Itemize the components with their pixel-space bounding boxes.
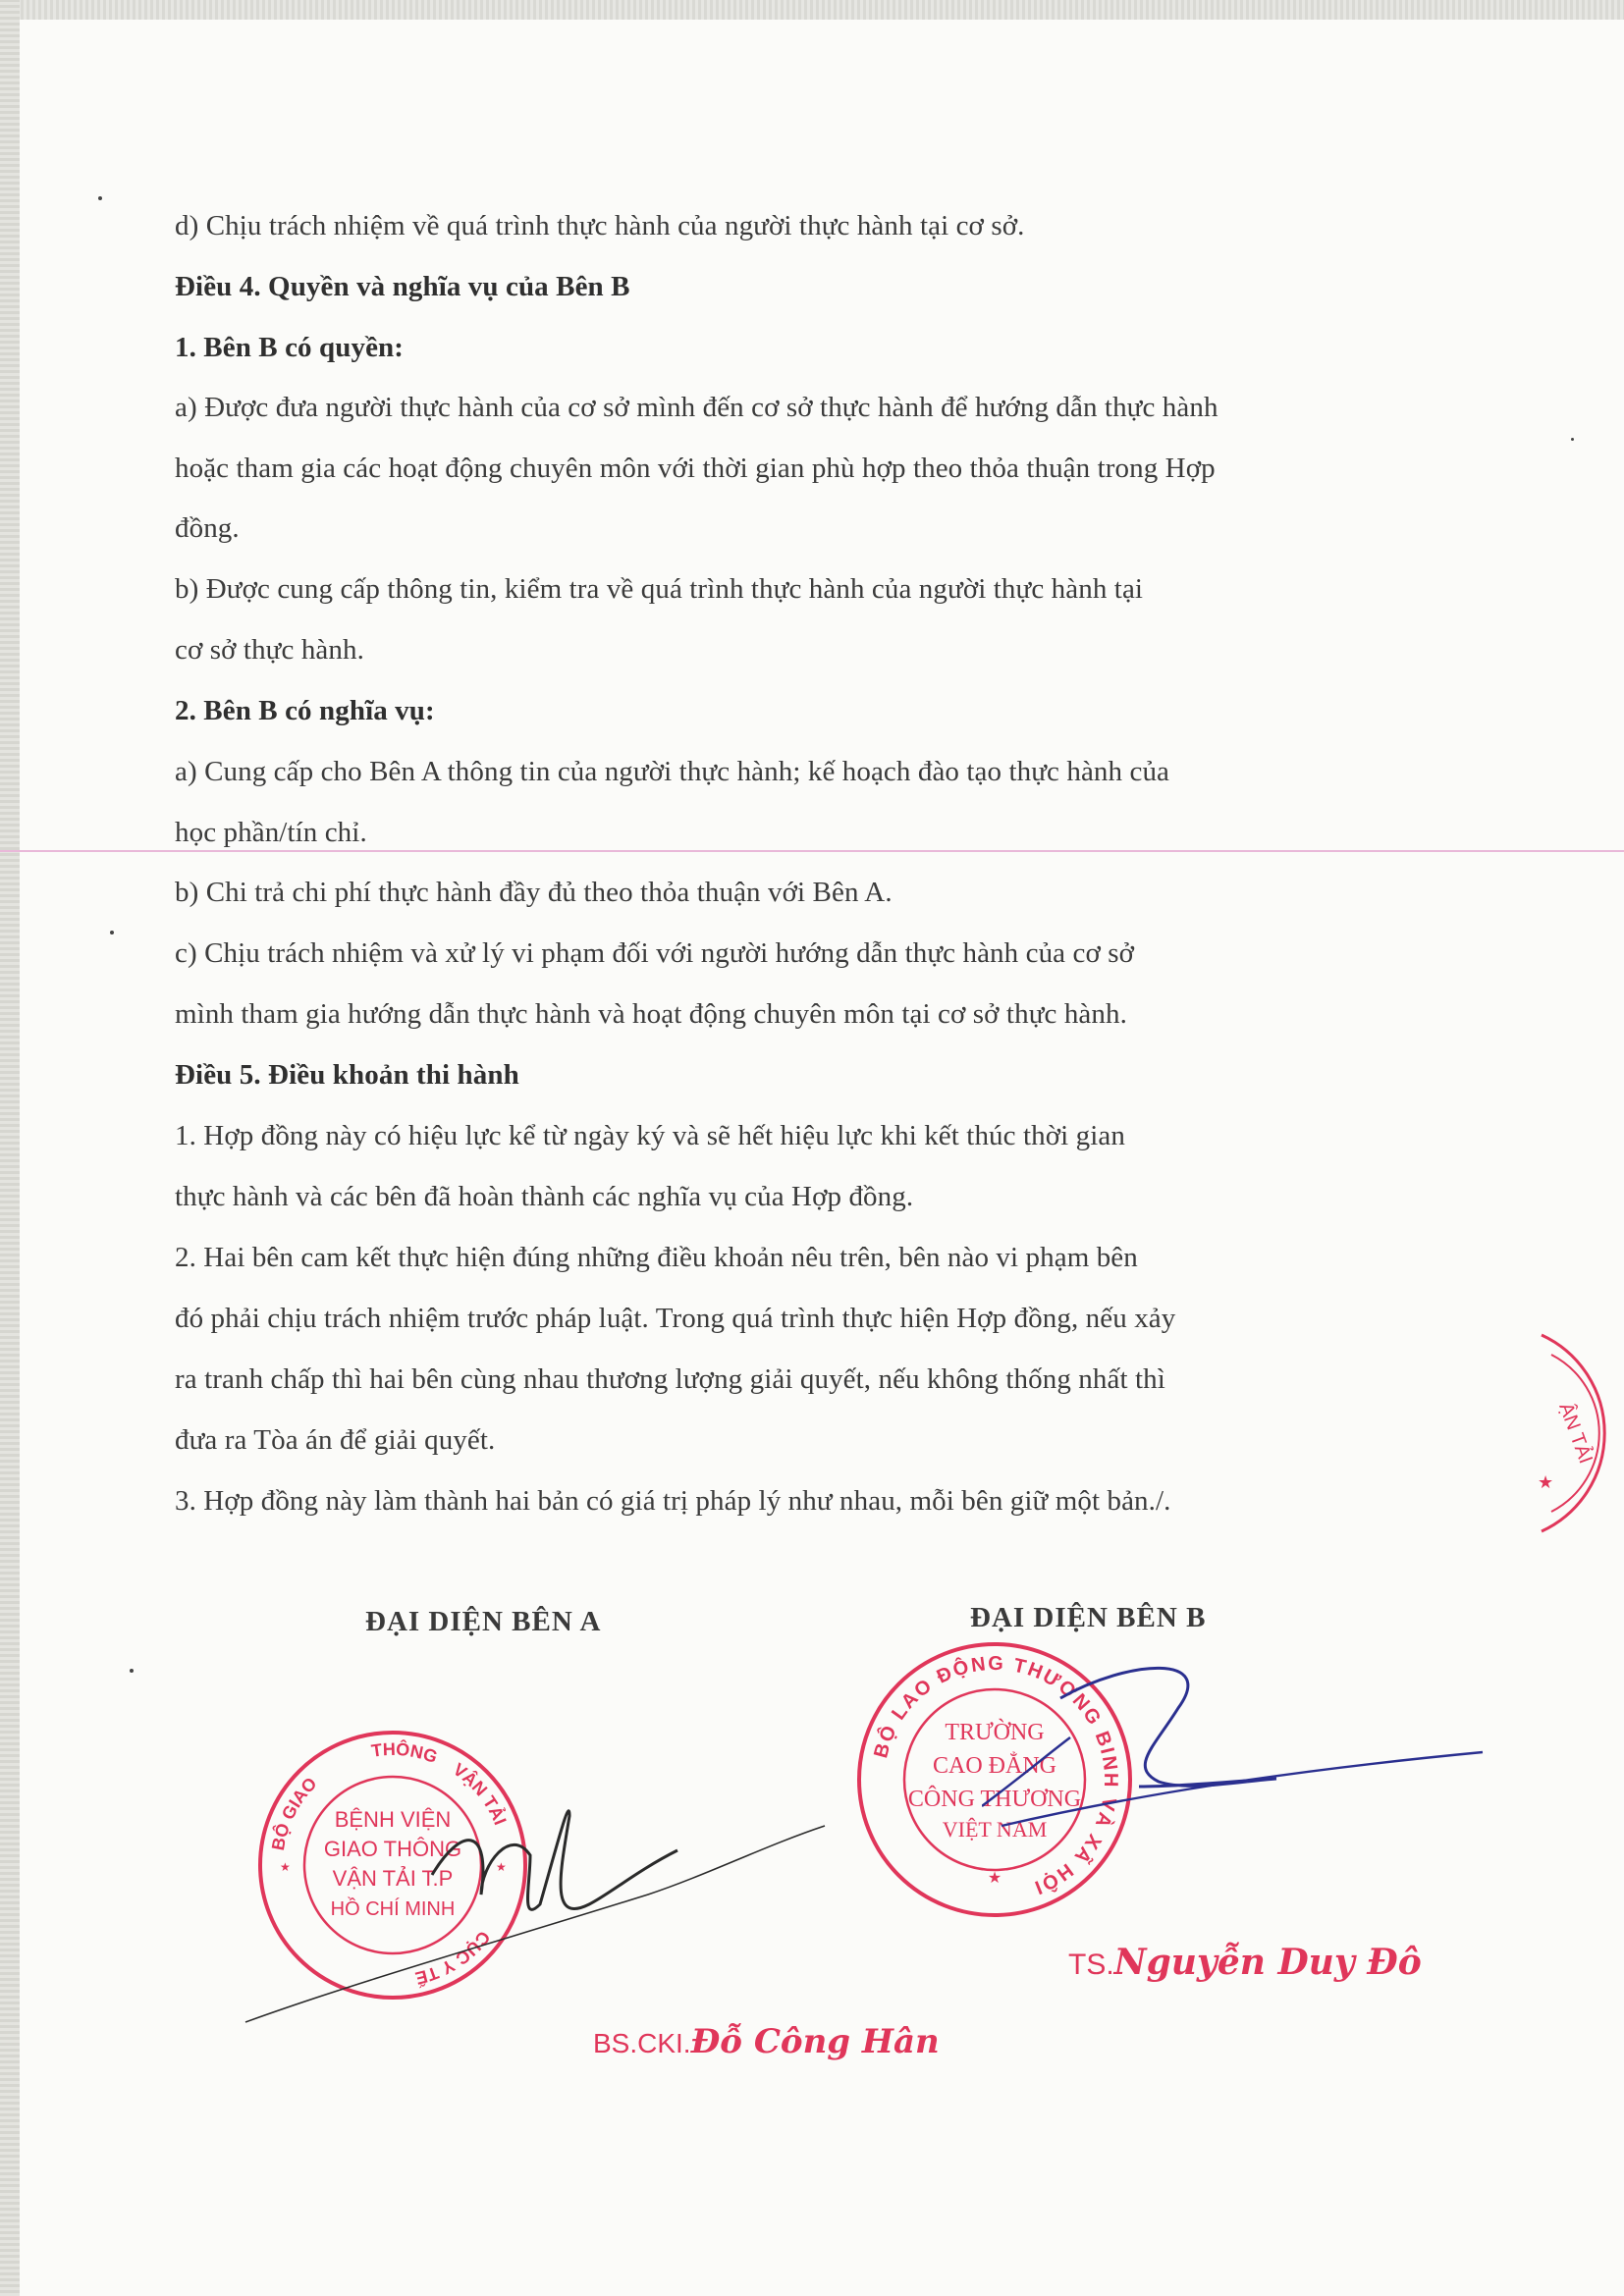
article-5-heading: Điều 5. Điều khoản thi hành: [175, 1059, 519, 1091]
stamp-a-line-2: GIAO THÔNG: [323, 1837, 462, 1861]
scan-speck: [130, 1669, 134, 1673]
scan-speck: [1571, 438, 1574, 441]
stamp-a-line-4: HỒ CHÍ MINH: [330, 1898, 456, 1920]
party-a-signature: [236, 1728, 864, 2052]
stamp-a-ring-right: VẬN TẢI: [449, 1759, 511, 1828]
scan-edge-left: [0, 0, 20, 2296]
fold-line: [0, 850, 1624, 852]
stamp-b-ring: BỘ LAO ĐỘNG THƯƠNG BINH VÀ XÃ HỘI: [870, 1652, 1122, 1899]
section-1-heading: 1. Bên B có quyền:: [175, 332, 405, 363]
clause-5-2: 2. Hai bên cam kết thực hiện đúng những điều khoản nêu trên, bên nào vi phạm bên: [175, 1242, 1138, 1273]
clause-4-2c-cont: mình tham gia hướng dẫn thực hành và hoạt động chuyên môn tại cơ sở thực hành.: [175, 998, 1127, 1030]
clause-5-3: 3. Hợp đồng này làm thành hai bản có giá trị pháp lý như nhau, mỗi bên giữ một bản./.: [175, 1485, 1171, 1517]
stamp-a-ring-left: BỘ GIAO: [267, 1773, 321, 1852]
clause-4-1a: [175, 392, 1404, 424]
clause-5-2-cont2: ra tranh chấp thì hai bên cùng nhau thương lượng giải quyết, nếu không thống nhất thì: [175, 1363, 1165, 1395]
stamp-a-line-3: VẬN TẢI T.P: [332, 1866, 454, 1891]
stamp-b-line-2: CAO ĐẲNG: [933, 1753, 1056, 1779]
section-2-heading: 2. Bên B có nghĩa vụ:: [175, 695, 435, 726]
party-a-name: [593, 2022, 940, 2061]
party-b-name: [1068, 1942, 1422, 1983]
stamp-b-line-1: TRƯỜNG: [945, 1720, 1045, 1745]
clause-5-1-cont: thực hành và các bên đã hoàn thành các nghĩa vụ của Hợp đồng.: [175, 1181, 914, 1212]
clause-4-2a: a) Cung cấp cho Bên A thông tin của người thực hành; kế hoạch đào tạo thực hành của: [175, 756, 1170, 787]
clause-4-2a-cont: học phần/tín chỉ.: [175, 817, 367, 848]
scan-edge-top: [0, 0, 1624, 20]
party-a-name-text: Đỗ Công Hân: [690, 2022, 940, 2061]
stamp-a-line-1: BỆNH VIỆN: [334, 1807, 452, 1832]
clause-4-1b-cont: cơ sở thực hành.: [175, 634, 364, 666]
clause-4-2b: b) Chi trả chi phí thực hành đầy đủ theo thỏa thuận với Bên A.: [175, 877, 893, 908]
edge-seal-text: ẬN TẢI: [1554, 1400, 1597, 1467]
clause-5-1: 1. Hợp đồng này có hiệu lực kể từ ngày ký và sẽ hết hiệu lực khi kết thúc thời gian: [175, 1120, 1125, 1151]
party-b-name-prefix: TS.: [1068, 1949, 1114, 1981]
clause-4-1a-end: đồng.: [175, 512, 240, 544]
party-b-title: ĐẠI DIỆN BÊN B: [970, 1602, 1207, 1633]
stamp-b-line-3: CÔNG THƯƠNG: [907, 1787, 1082, 1812]
stamp-a-ring-top: THÔNG: [369, 1738, 441, 1768]
star-icon: ★: [280, 1860, 291, 1874]
edge-seal: [1502, 1315, 1624, 1551]
clause-3-d: d) Chịu trách nhiệm về quá trình thực hành của người thực hành tại cơ sở.: [175, 210, 1025, 241]
star-icon: ★: [1538, 1472, 1554, 1492]
clause-4-1a-cont: hoặc tham gia các hoạt động chuyên môn với thời gian phù hợp theo thỏa thuận trong Hợp: [175, 453, 1216, 484]
party-b-name-text: Nguyễn Duy Đô: [1113, 1942, 1422, 1983]
clause-4-2c: c) Chịu trách nhiệm và xử lý vi phạm đối với người hướng dẫn thực hành của cơ sở: [175, 937, 1135, 969]
star-icon: ★: [496, 1860, 507, 1874]
article-4-heading: Điều 4. Quyền và nghĩa vụ của Bên B: [175, 271, 630, 302]
party-a-name-prefix: BS.CKI.: [593, 2028, 691, 2058]
star-icon: ★: [987, 1870, 1002, 1887]
party-b-signature: [982, 1659, 1532, 1885]
clause-5-2-cont3: đưa ra Tòa án để giải quyết.: [175, 1424, 496, 1456]
stamp-b-line-4: VIỆT NAM: [942, 1817, 1048, 1842]
scan-speck: [98, 196, 102, 200]
party-a-title: ĐẠI DIỆN BÊN A: [365, 1606, 602, 1637]
scan-speck: [110, 931, 114, 934]
clause-4-1b: b) Được cung cấp thông tin, kiểm tra về quá trình thực hành của người thực hành tại: [175, 573, 1144, 605]
clause-5-2-cont1: đó phải chịu trách nhiệm trước pháp luật. Trong quá trình thực hiện Hợp đồng, nếu xảy: [175, 1303, 1176, 1334]
clause-text: a) Được đưa người thực hành của cơ sở mình đến cơ sở thực hành để hướng dẫn thực hành: [175, 392, 1218, 423]
stamp-a-ring-bottom: CỤC Y TẾ: [412, 1927, 495, 1989]
